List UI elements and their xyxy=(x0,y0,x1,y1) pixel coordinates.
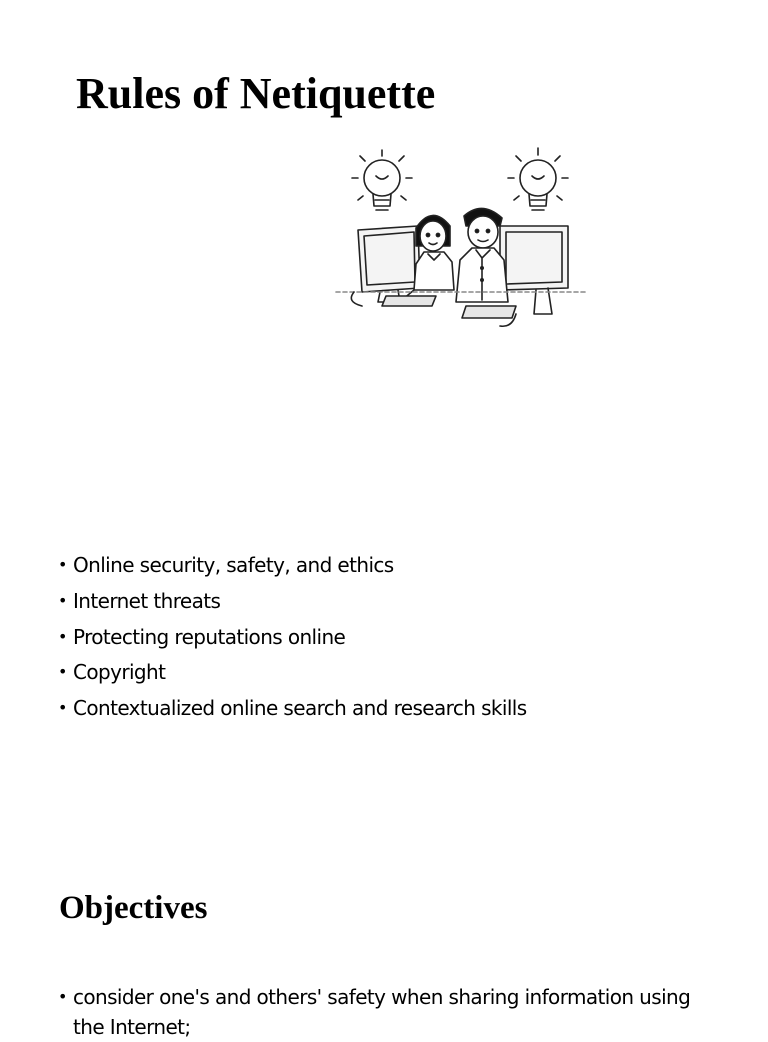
objectives-heading: Objectives xyxy=(59,890,208,926)
list-item: • Internet threats xyxy=(58,585,527,621)
objectives-list xyxy=(58,982,708,1042)
students-at-computers-illustration xyxy=(316,142,598,332)
list-item: • Contextualized online search and research skills xyxy=(58,692,527,728)
lightbulb-icon xyxy=(352,150,412,210)
list-item: • Copyright xyxy=(58,656,527,692)
list-item: • consider one's and others' safety when sharing information using the Internet; xyxy=(58,982,708,1042)
lightbulb-icon xyxy=(508,148,568,210)
topic-list xyxy=(58,549,527,728)
slide-title: Rules of Netiquette xyxy=(76,69,436,118)
list-item: • Protecting reputations online xyxy=(58,621,527,657)
list-item: • Online security, safety, and ethics xyxy=(58,549,527,585)
